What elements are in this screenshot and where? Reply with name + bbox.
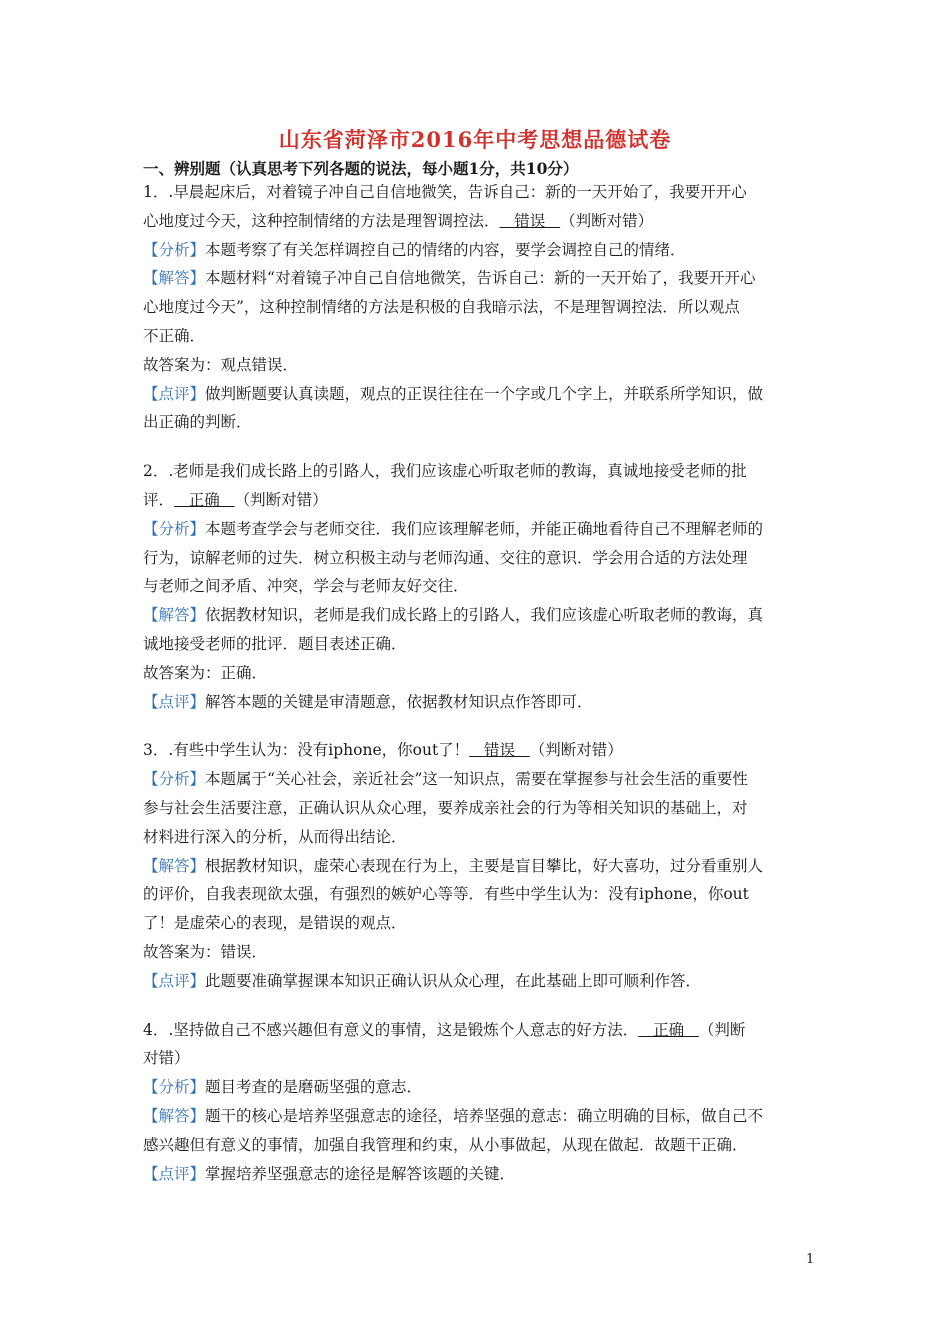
- analysis-line: 材料进行深入的分析，从而得出结论．: [143, 827, 407, 846]
- comment-tag: 【点评】: [143, 384, 206, 403]
- analysis-line: 【分析】本题考察了有关怎样调控自己的情绪的内容，要学会调控自己的情绪．: [143, 240, 686, 259]
- answer-blank: 错误: [469, 741, 530, 760]
- question-3: [143, 736, 813, 995]
- final-answer: 故答案为：错误．: [143, 942, 268, 961]
- answer-blank: 正确: [638, 1020, 699, 1039]
- question-stem-line: 4．.坚持做自己不感兴趣但有意义的事情，这是锻炼个人意志的好方法． 正确 （判断: [143, 1020, 746, 1039]
- analysis-tag: 【分析】: [143, 519, 206, 538]
- answer-tag: 【解答】: [143, 1106, 206, 1125]
- question-2: [143, 457, 813, 716]
- analysis-line: 参与社会生活要注意，正确认识从众心理，要养成亲社会的行为等相关知识的基础上，对: [143, 798, 748, 817]
- question-1: [143, 178, 813, 437]
- analysis-tag: 【分析】: [143, 240, 206, 259]
- answer-blank: 正确: [174, 490, 235, 509]
- judge-hint: （判断对错）: [234, 490, 328, 509]
- comment-tag: 【点评】: [143, 1164, 206, 1183]
- comment-tag: 【点评】: [143, 971, 206, 990]
- analysis-line: 【分析】本题考查学会与老师交往．我们应该理解老师，并能正确地看待自己不理解老师的: [143, 519, 764, 538]
- answer-tag: 【解答】: [143, 269, 206, 288]
- answer-line: 不正确．: [143, 326, 206, 345]
- answer-line: 【解答】本题材料“对着镜子冲自己自信地微笑，告诉自己：新的一天开始了，我要开开心: [143, 269, 756, 288]
- comment-line: 出正确的判断．: [143, 413, 252, 432]
- analysis-line: 与老师之间矛盾、冲突，学会与老师友好交往．: [143, 577, 469, 596]
- answer-line: 【解答】根据教材知识，虚荣心表现在行为上，主要是盲目攀比，好大喜功，过分看重别人: [143, 856, 764, 875]
- judge-hint: （判断对错）: [529, 741, 623, 760]
- answer-line: 感兴趣但有意义的事情，加强自我管理和约束，从小事做起，从现在做起．故题干正确．: [143, 1135, 748, 1154]
- section-heading: 一、辨别题（认真思考下列各题的说法，每小题1分，共10分）: [143, 159, 579, 178]
- question-stem-line: 心地度过今天，这种控制情绪的方法是理智调控法． 错误 （判断对错）: [143, 211, 654, 230]
- analysis-tag: 【分析】: [143, 770, 206, 789]
- answer-line: 了！是虚荣心的表现，是错误的观点．: [143, 914, 407, 933]
- comment-line: 【点评】此题要准确掌握课本知识正确认识从众心理，在此基础上即可顺利作答．: [143, 971, 702, 990]
- question-stem-line: 对错）: [143, 1049, 190, 1068]
- answer-line: 心地度过今天”，这种控制情绪的方法是积极的自我暗示法，不是理智调控法．所以观点: [143, 298, 740, 317]
- answer-blank: 错误: [499, 211, 561, 230]
- answer-tag: 【解答】: [143, 856, 206, 875]
- comment-tag: 【点评】: [143, 692, 206, 711]
- question-stem-line: 评． 正确 （判断对错）: [143, 490, 328, 509]
- comment-line: 【点评】解答本题的关键是审清题意，依据教材知识点作答即可．: [143, 692, 593, 711]
- analysis-line: 行为，谅解老师的过失．树立积极主动与老师沟通、交往的意识．学会用合适的方法处理: [143, 548, 748, 567]
- final-answer: 故答案为：观点错误．: [143, 355, 299, 374]
- page-number: 1: [806, 1252, 815, 1267]
- final-answer: 故答案为：正确．: [143, 663, 268, 682]
- document-title: 山东省菏泽市2016年中考思想品德试卷: [278, 127, 672, 152]
- analysis-line: 【分析】题目考查的是磨砺坚强的意志．: [143, 1078, 423, 1097]
- question-stem-line: 3．.有些中学生认为：没有iphone，你out了！ 错误 （判断对错）: [143, 741, 623, 760]
- judge-hint: （判断对错）: [560, 211, 654, 230]
- judge-hint: （判断: [698, 1020, 746, 1039]
- answer-tag: 【解答】: [143, 606, 206, 625]
- question-4: [143, 1016, 813, 1189]
- answer-line: 【解答】题干的核心是培养坚强意志的途径，培养坚强的意志：确立明确的目标，做自己不: [143, 1106, 764, 1125]
- comment-line: 【点评】做判断题要认真读题，观点的正误往往在一个字或几个字上，并联系所学知识，做: [143, 384, 764, 403]
- answer-line: 的评价，自我表现欲太强，有强烈的嫉妒心等等．有些中学生认为：没有iphone，你out: [143, 885, 749, 904]
- analysis-tag: 【分析】: [143, 1078, 206, 1097]
- answer-line: 【解答】依据教材知识，老师是我们成长路上的引路人，我们应该虚心听取老师的教诲，真: [143, 606, 764, 625]
- analysis-line: 【分析】本题属于“关心社会，亲近社会”这一知识点，需要在掌握参与社会生活的重要性: [143, 770, 748, 789]
- answer-line: 诚地接受老师的批评．题目表述正确．: [143, 634, 407, 653]
- question-stem-line: 1．.早晨起床后，对着镜子冲自己自信地微笑，告诉自己：新的一天开始了，我要开开心: [143, 183, 747, 201]
- question-stem-line: 2．.老师是我们成长路上的引路人，我们应该虚心听取老师的教诲，真诚地接受老师的批: [143, 462, 747, 481]
- question-list: [143, 178, 813, 1188]
- comment-line: 【点评】掌握培养坚强意志的途径是解答该题的关键．: [143, 1164, 516, 1183]
